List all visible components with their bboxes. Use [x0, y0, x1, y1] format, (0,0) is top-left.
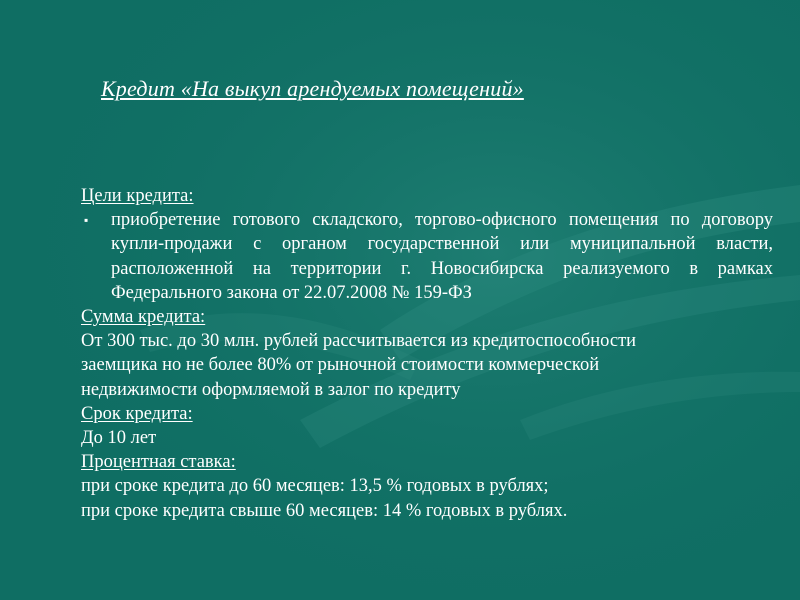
rate-heading: Процентная ставка: [81, 452, 236, 473]
amount-line: От 300 тыс. до 30 млн. рублей рассчитывается из кредитоспособности [81, 331, 637, 352]
rate-section [81, 450, 773, 523]
goals-heading: Цели кредита: [81, 186, 194, 206]
square-bullet-icon: ▪ [84, 213, 89, 228]
amount-line: недвижимости оформляемой в залог по кредиту [81, 379, 461, 400]
amount-section [81, 305, 773, 402]
goals-bullet-item [81, 208, 773, 305]
amount-line: заемщика но не более 80% от рыночной стоимости коммерческой [81, 355, 600, 376]
slide-title: Кредит «На выкуп арендуемых помещений» [101, 76, 524, 101]
goals-bullet-text: приобретение готового складского, торгово-офисного помещения по договору купли-продажи с органом государственной или муниципальной власти, расположенной на территории г. Новосибирска реализуемого в рамках Федерального закона от 22.07.2008 № 159-ФЗ [111, 210, 773, 303]
term-heading: Срок кредита: [81, 403, 193, 424]
term-section [81, 402, 773, 450]
amount-heading: Сумма кредита: [81, 307, 206, 328]
goals-section [81, 184, 773, 305]
slide-body [81, 184, 773, 523]
term-value: До 10 лет [81, 428, 157, 449]
rate-line: при сроке кредита свыше 60 месяцев: 14 % годовых в рублях. [81, 500, 568, 521]
rate-line: при сроке кредита до 60 месяцев: 13,5 % годовых в рублях; [81, 476, 549, 497]
